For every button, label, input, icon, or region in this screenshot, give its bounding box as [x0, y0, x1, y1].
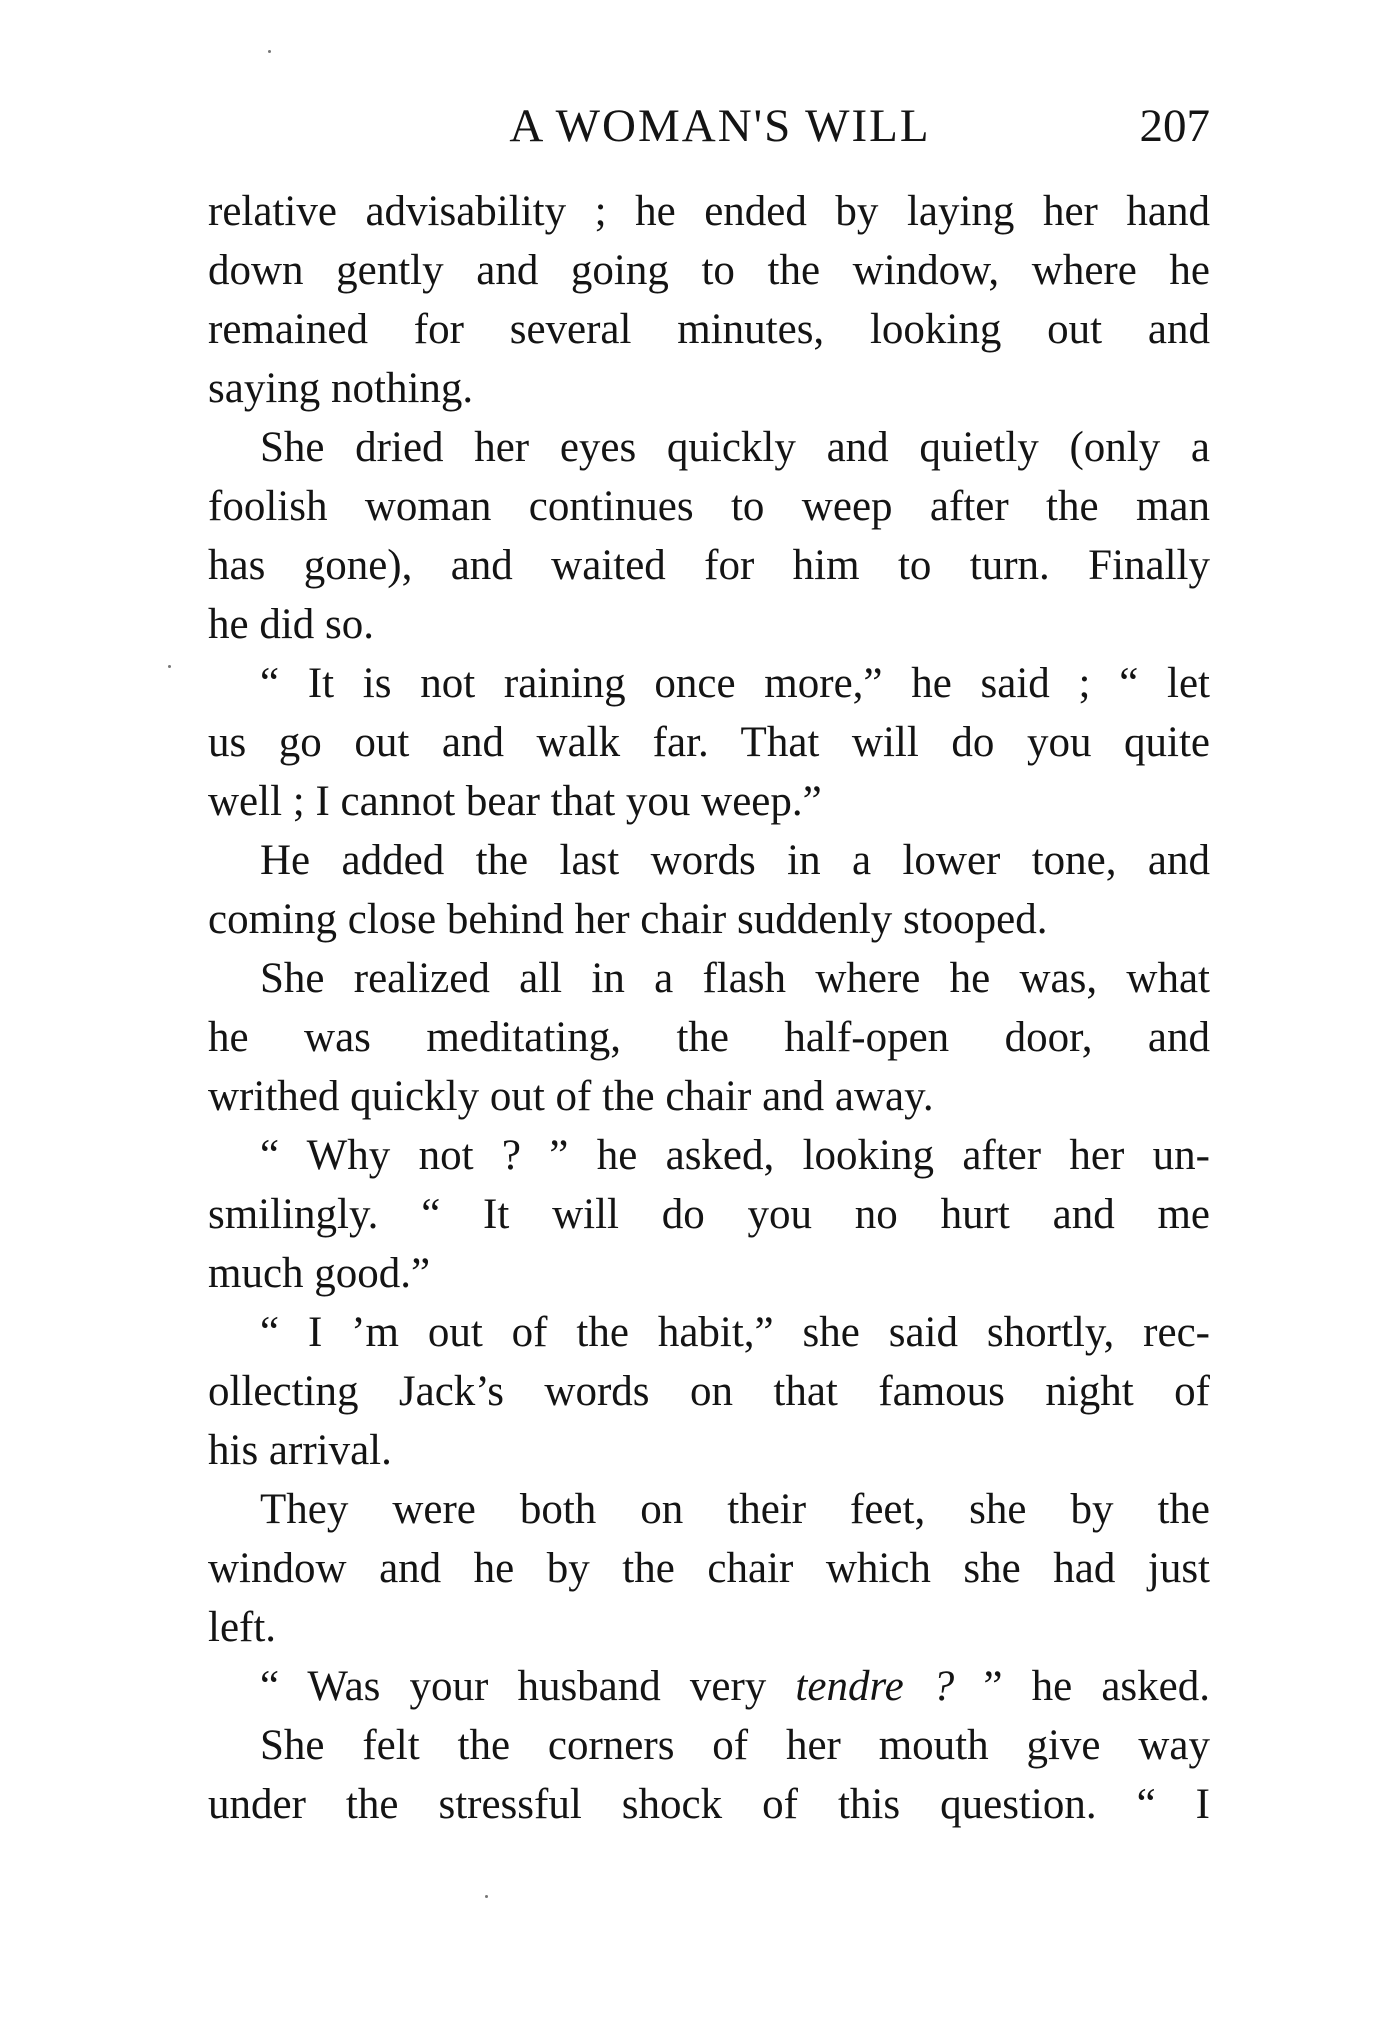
text-line: She felt the corners of her mouth give way: [260, 1722, 1210, 1769]
text-line: foolish woman continues to weep after the man: [208, 483, 1210, 530]
text-line: left.: [208, 1604, 277, 1651]
text-line: relative advisability ; he ended by laying her hand: [208, 188, 1210, 235]
text-line: They were both on their feet, she by the: [260, 1486, 1210, 1533]
text-line: “ I ’m out of the habit,” she said shortly, rec-: [260, 1309, 1210, 1356]
text-line: remained for several minutes, looking out and: [208, 306, 1210, 353]
italic-word: tendre ?: [795, 1663, 955, 1710]
text-line: us go out and walk far. That will do you quite: [208, 719, 1210, 766]
text-line: under the stressful shock of this question. “ I: [208, 1781, 1210, 1828]
text-line: “ Why not ? ” he asked, looking after her un-: [260, 1132, 1210, 1179]
text-line: She realized all in a flash where he was, what: [260, 955, 1210, 1002]
text-line: much good.”: [208, 1250, 431, 1297]
text-line: She dried her eyes quickly and quietly (only a: [260, 424, 1210, 471]
text-line: He added the last words in a lower tone, and: [260, 837, 1210, 884]
question-suffix: ”: [954, 1663, 1003, 1710]
text-line: he was meditating, the half-open door, and: [208, 1014, 1210, 1061]
text-line: coming close behind her chair suddenly stooped.: [208, 896, 1048, 943]
text-line: window and he by the chair which she had just: [208, 1545, 1210, 1592]
body-text: [208, 182, 1210, 1834]
question-prefix: “ Was your husband very: [260, 1663, 796, 1710]
paper-speck: [268, 50, 271, 53]
text-line: well ; I cannot bear that you weep.”: [208, 778, 822, 825]
question-tail: he asked.: [1031, 1663, 1210, 1710]
running-header: [0, 96, 1400, 156]
text-line: he did so.: [208, 601, 375, 648]
text-line: his arrival.: [208, 1427, 392, 1474]
text-line: writhed quickly out of the chair and away.: [208, 1073, 934, 1120]
text-line: smilingly. “ It will do you no hurt and me: [208, 1191, 1210, 1238]
running-title: A WOMAN'S WILL: [509, 100, 931, 152]
text-line: down gently and going to the window, where he: [208, 247, 1210, 294]
paper-speck: [168, 665, 171, 668]
text-line: saying nothing.: [208, 365, 474, 412]
paper-speck: [485, 1895, 488, 1898]
text-line: ollecting Jack’s words on that famous night of: [208, 1368, 1210, 1415]
text-line: “ It is not raining once more,” he said ; “ let: [260, 660, 1210, 707]
text-line: has gone), and waited for him to turn. Finally: [208, 542, 1210, 589]
text-line: [208, 1657, 1210, 1716]
page-number: 207: [1139, 100, 1210, 152]
